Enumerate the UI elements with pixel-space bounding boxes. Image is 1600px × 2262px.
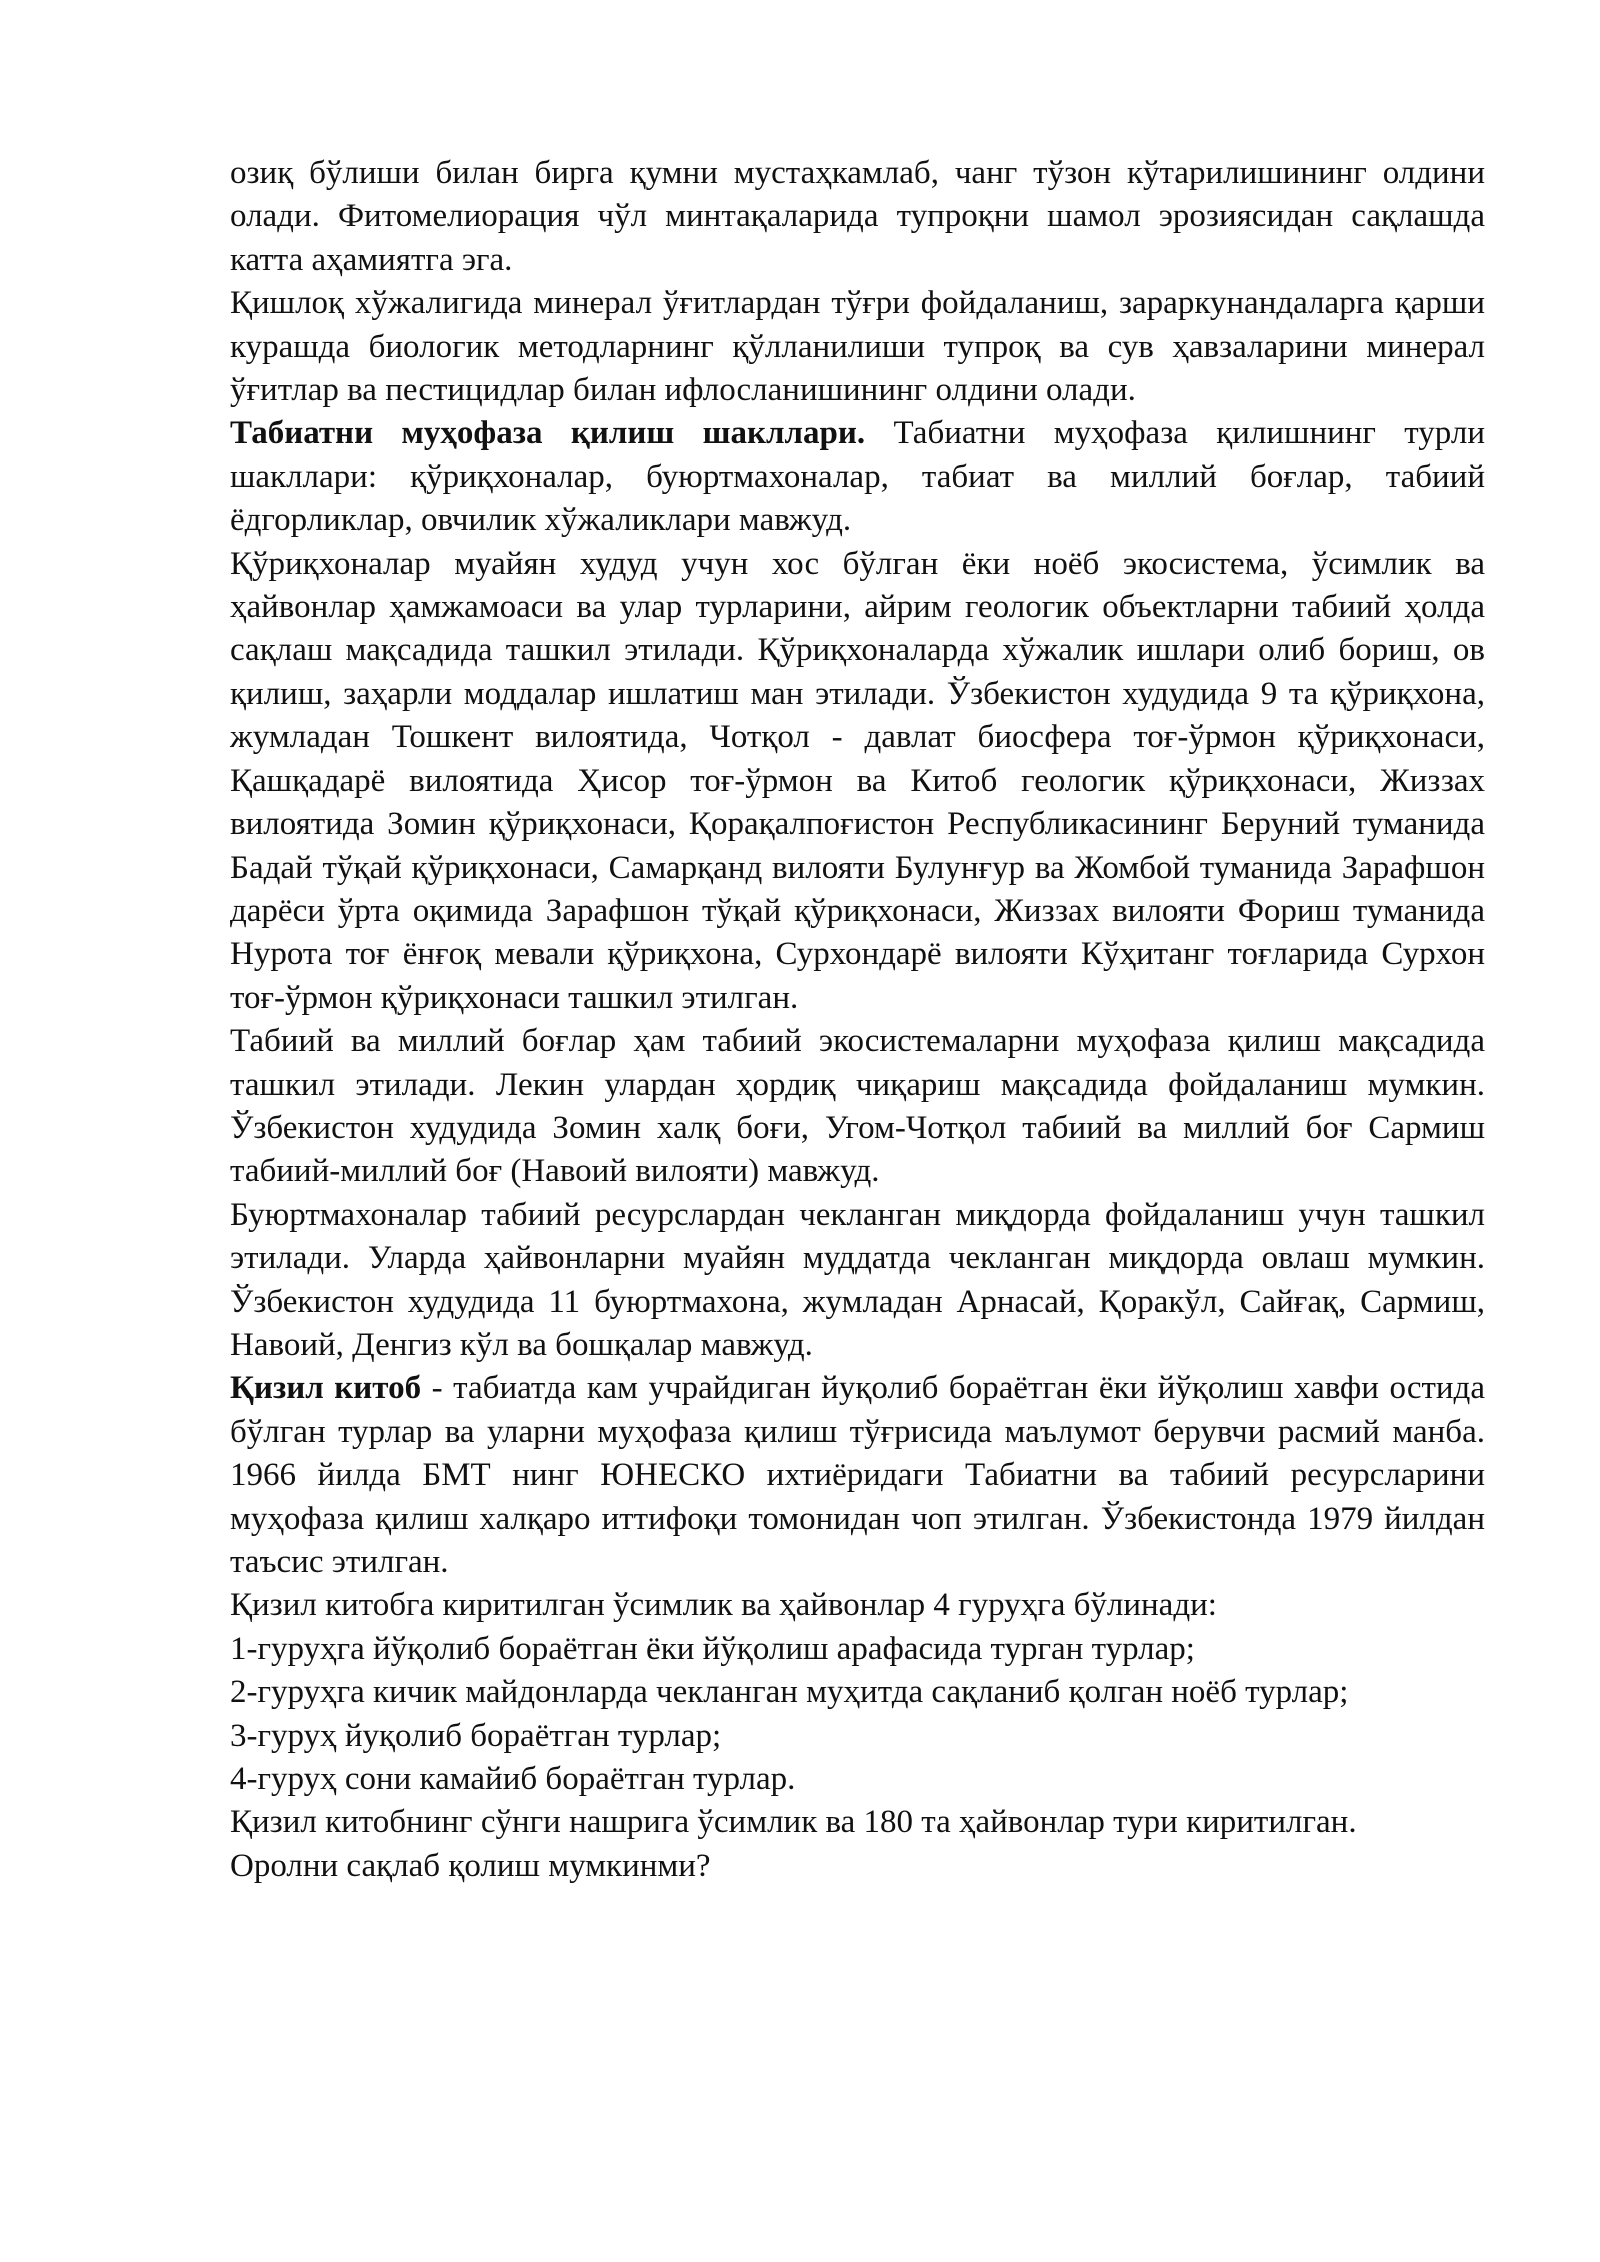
- paragraph-aral-question: Оролни сақлаб қолиш мумкинми?: [230, 1847, 711, 1884]
- text-protection-forms: Табиатни муҳофаза қилишнинг турли шакллари: қўриқхоналар, буюртмахоналар, табиат ва миллий боғлар, табиий ёдгорликлар, овчилик хўжаликлари мавжуд.: [230, 415, 1485, 539]
- paragraph-red-book: [230, 1367, 1485, 1584]
- group-item: 1-гуруҳга йўқолиб бораётган ёки йўқолиш арафасида турган турлар;: [230, 1630, 1195, 1667]
- text-red-book: - табиатда кам учрайдиган йуқолиб бораётган ёки йўқолиш хавфи остида бўлган турлар ва уларни муҳофаза қилиш тўғрисида маълумот берувчи расмий манба. 1966 йилда БМТ нинг ЮНЕСКО ихтиёридаги Табиатни ва табиий ресурсларини муҳофаза қилиш халқаро иттифоқи томонидан чоп этилган. Ўзбекистонда 1979 йилдан таъсис этилган.: [230, 1370, 1485, 1580]
- paragraph-national-parks: Табиий ва миллий боғлар ҳам табиий экосистемаларни муҳофаза қилиш мақсадида ташкил этилади. Лекин улардан ҳордиқ чиқариш мақсадида фойдаланиш мумкин. Ўзбекистон худудида Зомин халқ боғи, Угом-Чотқол табиий ва миллий боғ Сармиш табиий-миллий боғ (Навоий вилояти) мавжуд.: [230, 1023, 1485, 1190]
- group-item: 2-гуруҳга кичик майдонларда чекланган муҳитда сақланиб қолган ноёб турлар;: [230, 1674, 1349, 1711]
- heading-red-book: Қизил китоб: [230, 1370, 422, 1407]
- paragraph-latest-edition: Қизил китобнинг сўнги нашрига ўсимлик ва 180 та ҳайвонлар тури киритилган.: [230, 1804, 1357, 1841]
- paragraph-groups-intro: Қизил китобга киритилган ўсимлик ва ҳайвонлар 4 гуруҳга бўлинади:: [230, 1587, 1217, 1624]
- document-page: [230, 152, 1485, 1888]
- paragraph-reserves: Қўриқхоналар муайян худуд учун хос бўлган ёки ноёб экосистема, ўсимлик ва ҳайвонлар ҳамжамоаси ва улар турларини, айрим геологик объектларни табиий ҳолда сақлаш мақсадида ташкил этилади. Қўриқхоналарда хўжалик ишлари олиб бориш, ов қилиш, заҳарли моддалар ишлатиш ман этилади. Ўзбекистон худудида 9 та қўриқхона, жумладан Тошкент вилоятида, Чотқол - давлат биосфера тоғ-ўрмон қўриқхонаси, Қашқадарё вилоятида Ҳисор тоғ-ўрмон ва Китоб геологик қўриқхонаси, Жиззах вилоятида Зомин қўриқхонаси, Қорақалпоғистон Республикасининг Беруний туманида Бадай тўқай қўриқхонаси, Самарқанд вилояти Булунғур ва Жомбой туманида Зарафшон дарёси ўрта оқимида Зарафшон тўқай қўриқхонаси, Жиззах вилояти Фориш туманида Нурота тоғ ёнғоқ мевали қўриқхона, Сурхондарё вилояти Кўҳитанг тоғларида Сурхон тоғ-ўрмон қўриқхонаси ташкил этилган.: [230, 545, 1485, 1016]
- paragraph-phytomelioration: озиқ бўлиши билан бирга қумни мустаҳкамлаб, чанг тўзон кўтарилишининг олдини олади. Фитомелиорация чўл минтақаларида тупроқни шамол эрозиясидан сақлашда катта аҳамиятга эга.: [230, 155, 1485, 278]
- group-item: 3-гуруҳ йуқолиб бораётган турлар;: [230, 1717, 722, 1754]
- heading-protection-forms: Табиатни муҳофаза қилиш шакллари.: [230, 415, 866, 452]
- paragraph-protection-forms: [230, 412, 1485, 542]
- paragraph-hunting-reserves: Буюртмахоналар табиий ресурслардан чекланган миқдорда фойдаланиш учун ташкил этилади. Уларда ҳайвонларни муайян муддатда чекланган миқдорда овлаш мумкин. Ўзбекистон худудида 11 буюртмахона, жумладан Арнасай, Қоракўл, Сайғақ, Сармиш, Навоий, Денгиз кўл ва бошқалар мавжуд.: [230, 1196, 1485, 1363]
- group-item: 4-гуруҳ сони камайиб бораётган турлар.: [230, 1761, 796, 1798]
- paragraph-agriculture: Қишлоқ хўжалигида минерал ўғитлардан тўғри фойдаланиш, зараркунандаларга қарши курашда биологик методларнинг қўлланилиши тупроқ ва сув ҳавзаларини минерал ўғитлар ва пестицидлар билан ифлосланишининг олдини олади.: [230, 285, 1485, 409]
